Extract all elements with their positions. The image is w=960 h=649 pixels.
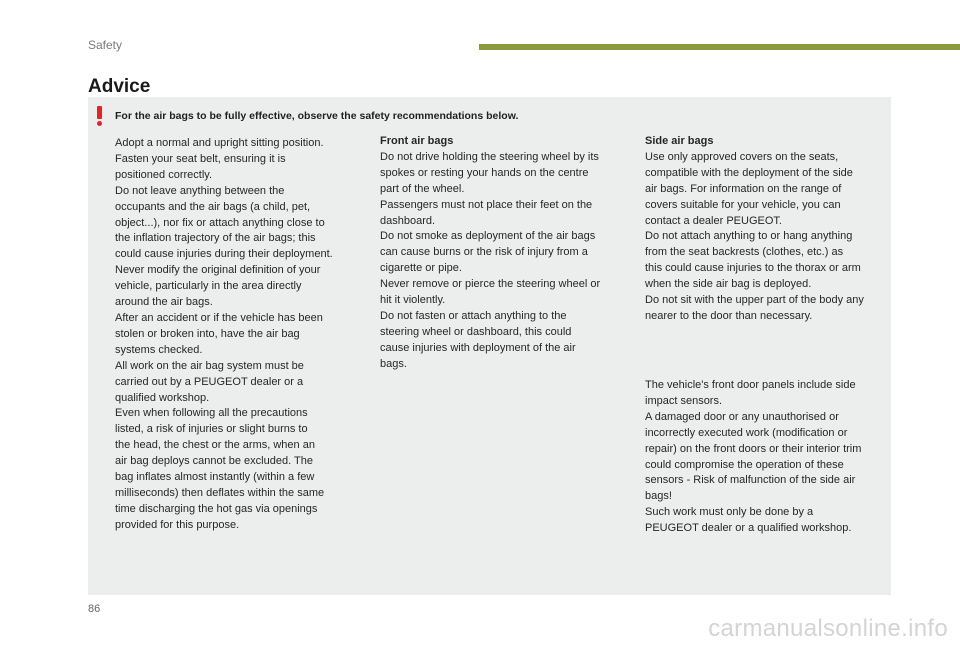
text-line: Do not drive holding the steering wheel by its: [380, 150, 599, 163]
text-line: cigarette or pipe.: [380, 262, 462, 275]
text-line: covers suitable for your vehicle, you can: [645, 198, 841, 211]
text-line: cause injuries with deployment of the air: [380, 341, 576, 354]
side-air-bags-heading: Side air bags: [645, 135, 714, 147]
text-line: positioned correctly.: [115, 168, 213, 181]
text-line: impact sensors.: [645, 394, 723, 407]
text-line: time discharging the hot gas via openings: [115, 502, 318, 515]
text-line: Never remove or pierce the steering wheel or: [380, 278, 601, 291]
text-line: carried out by a PEUGEOT dealer or a: [115, 375, 304, 388]
text-line: from the seat backrests (clothes, etc.) as: [645, 246, 844, 259]
text-line: occupants and the air bags (a child, pet,: [115, 200, 311, 213]
text-line: the inflation trajectory of the air bags; this: [115, 232, 316, 245]
column-general-advice: [115, 136, 365, 534]
side-air-bags-lines: [645, 150, 890, 325]
text-line: sensors - Risk of malfunction of the side air: [645, 474, 856, 487]
text-line: A damaged door or any unauthorised or: [645, 410, 839, 423]
text-line: nearer to the door than necessary.: [645, 309, 813, 322]
exclamation-warning-icon: [97, 106, 103, 126]
text-line: this could cause injuries to the thorax or arm: [645, 262, 861, 275]
exclamation-bar: [97, 106, 102, 119]
text-line: Do not attach anything to or hang anything: [645, 230, 853, 243]
column-door-sensors: [645, 378, 890, 537]
text-line: PEUGEOT dealer or a qualified workshop.: [645, 522, 852, 535]
text-line: part of the wheel.: [380, 182, 465, 195]
text-line: can cause burns or the risk of injury from a: [380, 246, 588, 259]
front-air-bags-lines: [380, 150, 625, 373]
text-line: contact a dealer PEUGEOT.: [645, 214, 782, 227]
text-line: hit it violently.: [380, 294, 446, 307]
text-line: After an accident or if the vehicle has been: [115, 311, 323, 324]
text-line: Fasten your seat belt, ensuring it is: [115, 152, 286, 165]
section-label: Safety: [88, 38, 123, 52]
exclamation-dot: [97, 121, 102, 126]
text-line: could cause injuries during their deployment.: [115, 248, 333, 261]
text-line: Passengers must not place their feet on the: [380, 198, 593, 211]
text-line: compatible with the deployment of the side: [645, 166, 853, 179]
text-line: Such work must only be done by a: [645, 506, 814, 519]
watermark: carmanualsonline.info: [708, 615, 948, 642]
text-line: object...), nor fix or attach anything close to: [115, 216, 325, 229]
general-advice-lines: [115, 136, 365, 534]
text-line: when the side air bag is deployed.: [645, 278, 812, 291]
text-line: provided for this purpose.: [115, 518, 240, 531]
text-line: steering wheel or dashboard, this could: [380, 325, 572, 338]
text-line: spokes or resting your hands on the centre: [380, 166, 589, 179]
text-line: dashboard.: [380, 214, 436, 227]
text-line: Do not fasten or attach anything to the: [380, 309, 567, 322]
text-line: vehicle, particularly in the area directly: [115, 280, 302, 293]
column-front-air-bags: [380, 134, 625, 373]
column-side-air-bags: [645, 134, 890, 325]
page-title: Advice: [88, 76, 151, 97]
text-line: Do not sit with the upper part of the body any: [645, 294, 864, 307]
text-line: Do not smoke as deployment of the air bags: [380, 230, 596, 243]
front-air-bags-heading: Front air bags: [380, 135, 454, 147]
door-sensors-lines: [645, 378, 890, 537]
text-line: repair) on the front doors or their interior trim: [645, 442, 862, 455]
text-line: qualified workshop.: [115, 391, 210, 404]
text-line: milliseconds) then deflates within the same: [115, 486, 325, 499]
text-line: Never modify the original definition of your: [115, 264, 321, 277]
text-line: All work on the air bag system must be: [115, 359, 304, 372]
text-line: Even when following all the precautions: [115, 407, 308, 420]
text-line: could compromise the operation of these: [645, 458, 844, 471]
text-line: incorrectly executed work (modification or: [645, 426, 848, 439]
header-accent-bar: [479, 44, 960, 50]
text-line: listed, a risk of injuries or slight burns to: [115, 423, 308, 436]
text-line: systems checked.: [115, 343, 203, 356]
text-line: Do not leave anything between the: [115, 184, 285, 197]
text-line: Use only approved covers on the seats,: [645, 150, 839, 163]
text-line: The vehicle's front door panels include side: [645, 379, 856, 391]
text-line: the head, the chest or the arms, when an: [115, 439, 315, 452]
text-line: stolen or broken into, have the air bag: [115, 327, 300, 340]
text-line: bag inflates almost instantly (within a few: [115, 471, 315, 484]
page-number: 86: [88, 603, 101, 615]
text-line: bags!: [645, 490, 672, 503]
text-line: air bag deploys cannot be excluded. The: [115, 455, 313, 468]
text-line: Adopt a normal and upright sitting position.: [115, 137, 324, 149]
text-line: air bags. For information on the range of: [645, 182, 842, 195]
text-line: around the air bags.: [115, 296, 213, 309]
text-line: bags.: [380, 357, 407, 370]
warning-text: For the air bags to be fully effective, observe the safety recommendations below.: [115, 110, 519, 122]
